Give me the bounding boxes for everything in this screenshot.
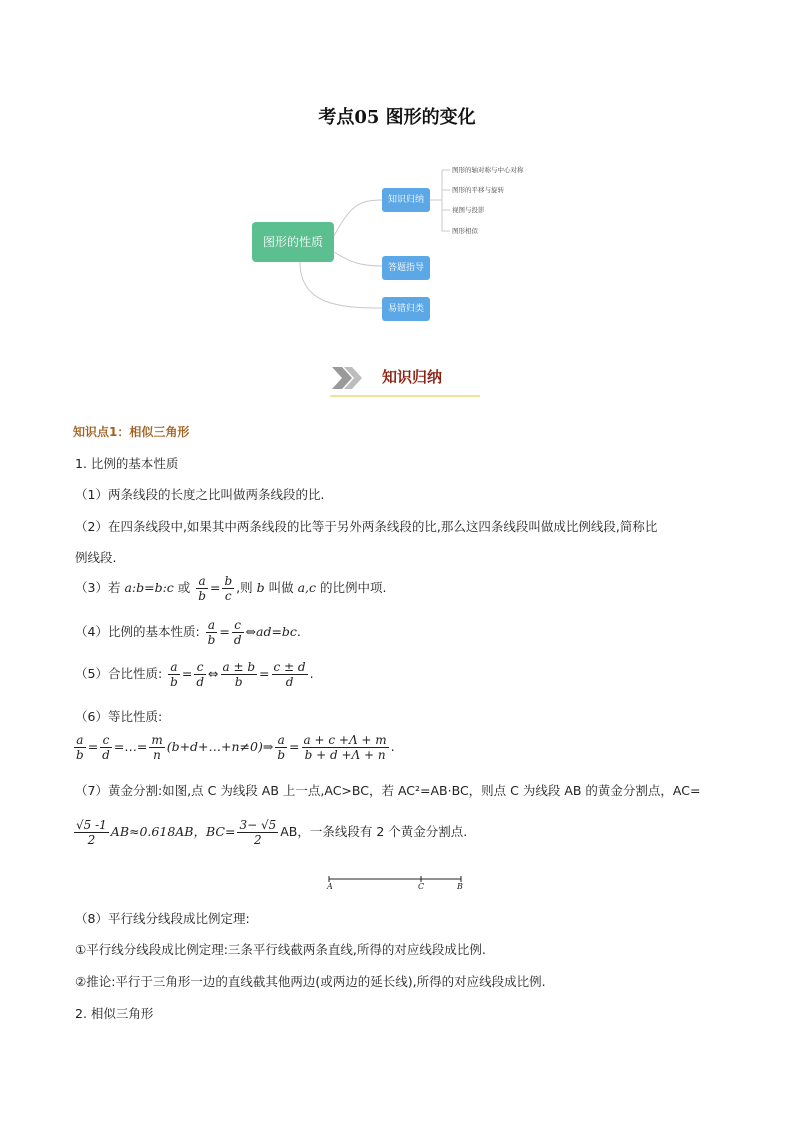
para-5: （5）合比性质: $\frac{a}{b}$ = $\frac{c}{d}$ ⇔ $\frac{a \pm b}{b}$ = $\frac{c \pm d}{d}$ . [75,660,314,689]
mindmap-leaf: 视图与投影 [452,206,485,214]
mindmap-leaf: 图形的轴对称与中心对称 [452,166,524,174]
heading-2: 2. 相似三角形 [75,1006,154,1021]
fraction-a-b: $\frac{a}{b}$ [76,733,84,762]
para-2a: （2）在四条线段中,如果其中两条线段的比等于另外两条线段的比,那么这四条线段叫做成比例线段,简称比 [75,519,658,534]
mindmap-root: 图形的性质 [252,222,334,262]
para-6: （6）等比性质: [75,709,163,724]
fraction-golden-2: $\frac{3- √5}{2}$ [239,818,277,847]
para-1: （1）两条线段的长度之比叫做两条线段的比. [75,487,325,502]
p3-condition: a:b=b:c [124,580,174,595]
mindmap-leaf: 图形相似 [452,227,478,235]
fraction-a-b: $\frac{a}{b}$ [170,660,178,689]
point-label-c: C [418,882,425,891]
golden-ratio-formula: $\frac{√5 -1}{2}$ AB≈0.618AB，BC= $\frac{3- √5}{2}$ AB，一条线段有 2 个黄金分割点. [76,818,468,847]
iff-symbol: ⇔ [208,666,219,681]
para-2b: 例线段. [75,550,117,565]
p3-then: ,则 [236,580,253,595]
segment-line [327,876,463,896]
fraction-apmb-b: $\frac{a \pm b}{b}$ [222,660,256,689]
fraction-cpmd-d: $\frac{c \pm d}{d}$ [273,660,306,689]
p3-end: 的比例中项. [320,580,387,595]
page-title: 考点05 图形的变化 [318,107,476,128]
para-8: （8）平行线分线段成比例定理: [75,911,250,926]
fraction-c-d: $\frac{c}{d}$ [233,618,242,647]
mindmap-branch-guidance: 答题指导 [382,256,430,280]
point-label-a: A [327,882,333,891]
p3-ac: a,c [297,580,317,595]
heading-1: 1. 比例的基本性质 [75,456,179,471]
fraction-c-d: $\frac{c}{d}$ [102,733,110,762]
fraction-sum: $\frac{a + c +\Lambda + m}{b + d +\Lambda + n}$ [303,733,387,762]
segment-diagram [327,876,463,896]
fraction-m-n: $\frac{m}{n}$ [151,733,163,762]
point-label-b: B [457,882,463,891]
p3-b: b [256,580,265,595]
fraction-b-c: $\frac{b}{c}$ [224,574,233,603]
p3-prefix: （3）若 [75,580,121,595]
mindmap-leaf: 图形的平移与旋转 [452,186,504,194]
p3-mid: 叫做 [268,580,294,595]
banner-title: 知识归纳 [382,368,443,386]
mindmap-branch-knowledge: 知识归纳 [382,188,430,212]
fraction-c-d: $\frac{c}{d}$ [196,660,205,689]
para-3: （3）若 a:b=b:c 或 $\frac{a}{b}$ = $\frac{b}{c}$ ,则 b 叫做 a,c 的比例中项. [75,574,387,603]
para-4: （4）比例的基本性质: $\frac{a}{b}$ = $\frac{c}{d}$ ⇔ad=bc. [75,618,301,647]
para-7: （7）黄金分割:如图,点 C 为线段 AB 上一点,AC>BC，若 AC²=AB·BC，则点 C 为线段 AB 的黄金分割点，AC= [75,783,701,798]
knowledge-point-heading: 知识点1：相似三角形 [73,425,190,439]
banner-underline [330,395,480,397]
fraction-a-b: $\frac{a}{b}$ [198,574,206,603]
fraction-a-b: $\frac{a}{b}$ [277,733,286,762]
p3-or: 或 [177,580,191,595]
para-8b: ②推论:平行于三角形一边的直线截其他两边(或两边的延长线),所得的对应线段成比例. [75,974,546,989]
fraction-a-b: $\frac{a}{b}$ [207,618,216,647]
mindmap-branch-mistakes: 易错归类 [382,297,430,321]
para-8a: ①平行线分线段成比例定理:三条平行线截两条直线,所得的对应线段成比例. [75,942,486,957]
equal-ratio-formula: $\frac{a}{b}$ = $\frac{c}{d}$ =…= $\frac{m}{n}$ (b+d+…+n≠0)⇒ $\frac{a}{b}$ = $\frac{a + c +\Lambda + m}{b + d +\Lambda + n}$ . [76,733,395,762]
double-chevron-icon [330,365,364,391]
fraction-golden: $\frac{√5 -1}{2}$ [76,818,107,847]
section-banner [330,362,480,396]
